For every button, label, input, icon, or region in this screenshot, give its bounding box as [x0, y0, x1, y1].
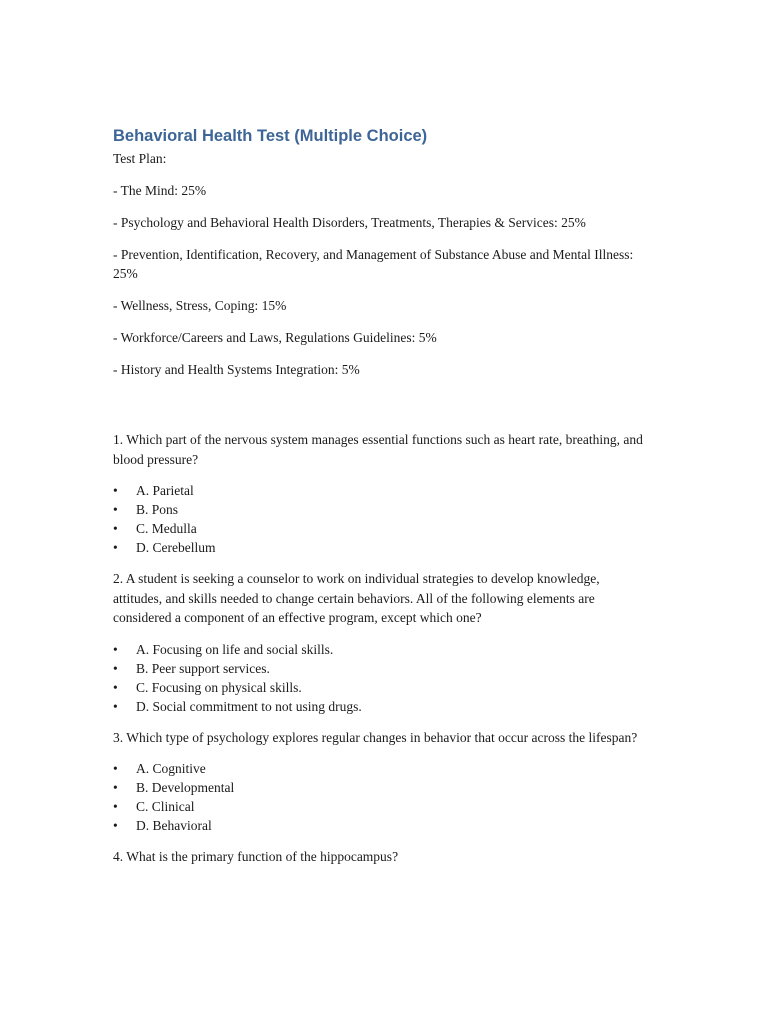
answer-option — [113, 797, 643, 816]
answer-option-label: B. Pons — [136, 502, 179, 517]
test-plan-item: - Psychology and Behavioral Health Disorders, Treatments, Therapies & Services: 25% — [113, 215, 586, 230]
document-page — [113, 125, 643, 867]
answer-option — [113, 697, 643, 716]
answer-option — [113, 778, 643, 797]
answer-option — [113, 538, 643, 557]
bullet-icon: • — [113, 641, 118, 657]
answer-option-label: C. Clinical — [136, 799, 195, 814]
section-spacer — [113, 379, 643, 430]
answer-option — [113, 816, 643, 835]
answer-option-label: B. Peer support services. — [136, 660, 270, 676]
test-plan-item: - History and Health Systems Integration: 5% — [113, 362, 360, 377]
answer-option-label: D. Behavioral — [136, 818, 212, 833]
test-plan-label: Test Plan: — [113, 151, 167, 166]
bullet-icon: • — [113, 780, 118, 795]
question-text: 2. A student is seeking a counselor to work on individual strategies to develop knowledge, attitudes, and skills needed to change certain behaviors. All of the following elements are considered a component of an effective program, except which one? — [113, 571, 600, 625]
answer-option-label: C. Focusing on physical skills. — [136, 679, 302, 695]
answer-options — [113, 640, 643, 716]
bullet-icon: • — [113, 698, 118, 714]
document-title: Behavioral Health Test (Multiple Choice) — [113, 127, 428, 145]
bullet-icon: • — [113, 818, 118, 833]
test-plan-list — [113, 181, 643, 379]
answer-option — [113, 759, 643, 778]
question-4 — [113, 847, 643, 867]
answer-options — [113, 481, 643, 557]
answer-option-label: D. Social commitment to not using drugs. — [136, 698, 362, 714]
answer-option — [113, 481, 643, 500]
answer-option-label: D. Cerebellum — [136, 540, 216, 555]
answer-option — [113, 659, 643, 678]
question-text: 3. Which type of psychology explores regular changes in behavior that occur across the lifespan? — [113, 729, 638, 745]
bullet-icon: • — [113, 521, 118, 536]
answer-option — [113, 519, 643, 538]
bullet-icon: • — [113, 679, 118, 695]
test-plan-item: - Workforce/Careers and Laws, Regulations Guidelines: 5% — [113, 330, 437, 345]
answer-option-label: A. Parietal — [136, 483, 194, 498]
answer-option — [113, 678, 643, 697]
question-2 — [113, 569, 643, 716]
answer-option-label: B. Developmental — [136, 780, 235, 795]
question-text: 4. What is the primary function of the hippocampus? — [113, 849, 399, 864]
answer-option-label: C. Medulla — [136, 521, 197, 536]
question-text: 1. Which part of the nervous system manages essential functions such as heart rate, breathing, and blood pressure? — [113, 432, 643, 467]
bullet-icon: • — [113, 540, 118, 555]
answer-option-label: A. Focusing on life and social skills. — [136, 641, 334, 657]
answer-options — [113, 759, 643, 835]
question-1 — [113, 430, 643, 557]
answer-option — [113, 500, 643, 519]
test-plan-item: - Prevention, Identification, Recovery, and Management of Substance Abuse and Mental Illness: 25% — [113, 247, 634, 281]
test-plan-item: - Wellness, Stress, Coping: 15% — [113, 298, 287, 313]
bullet-icon: • — [113, 660, 118, 676]
bullet-icon: • — [113, 761, 118, 776]
answer-option-label: A. Cognitive — [136, 761, 206, 776]
question-3 — [113, 728, 643, 836]
answer-option — [113, 640, 643, 659]
bullet-icon: • — [113, 799, 118, 814]
bullet-icon: • — [113, 502, 118, 517]
bullet-icon: • — [113, 483, 118, 498]
test-plan-item: - The Mind: 25% — [113, 183, 207, 198]
